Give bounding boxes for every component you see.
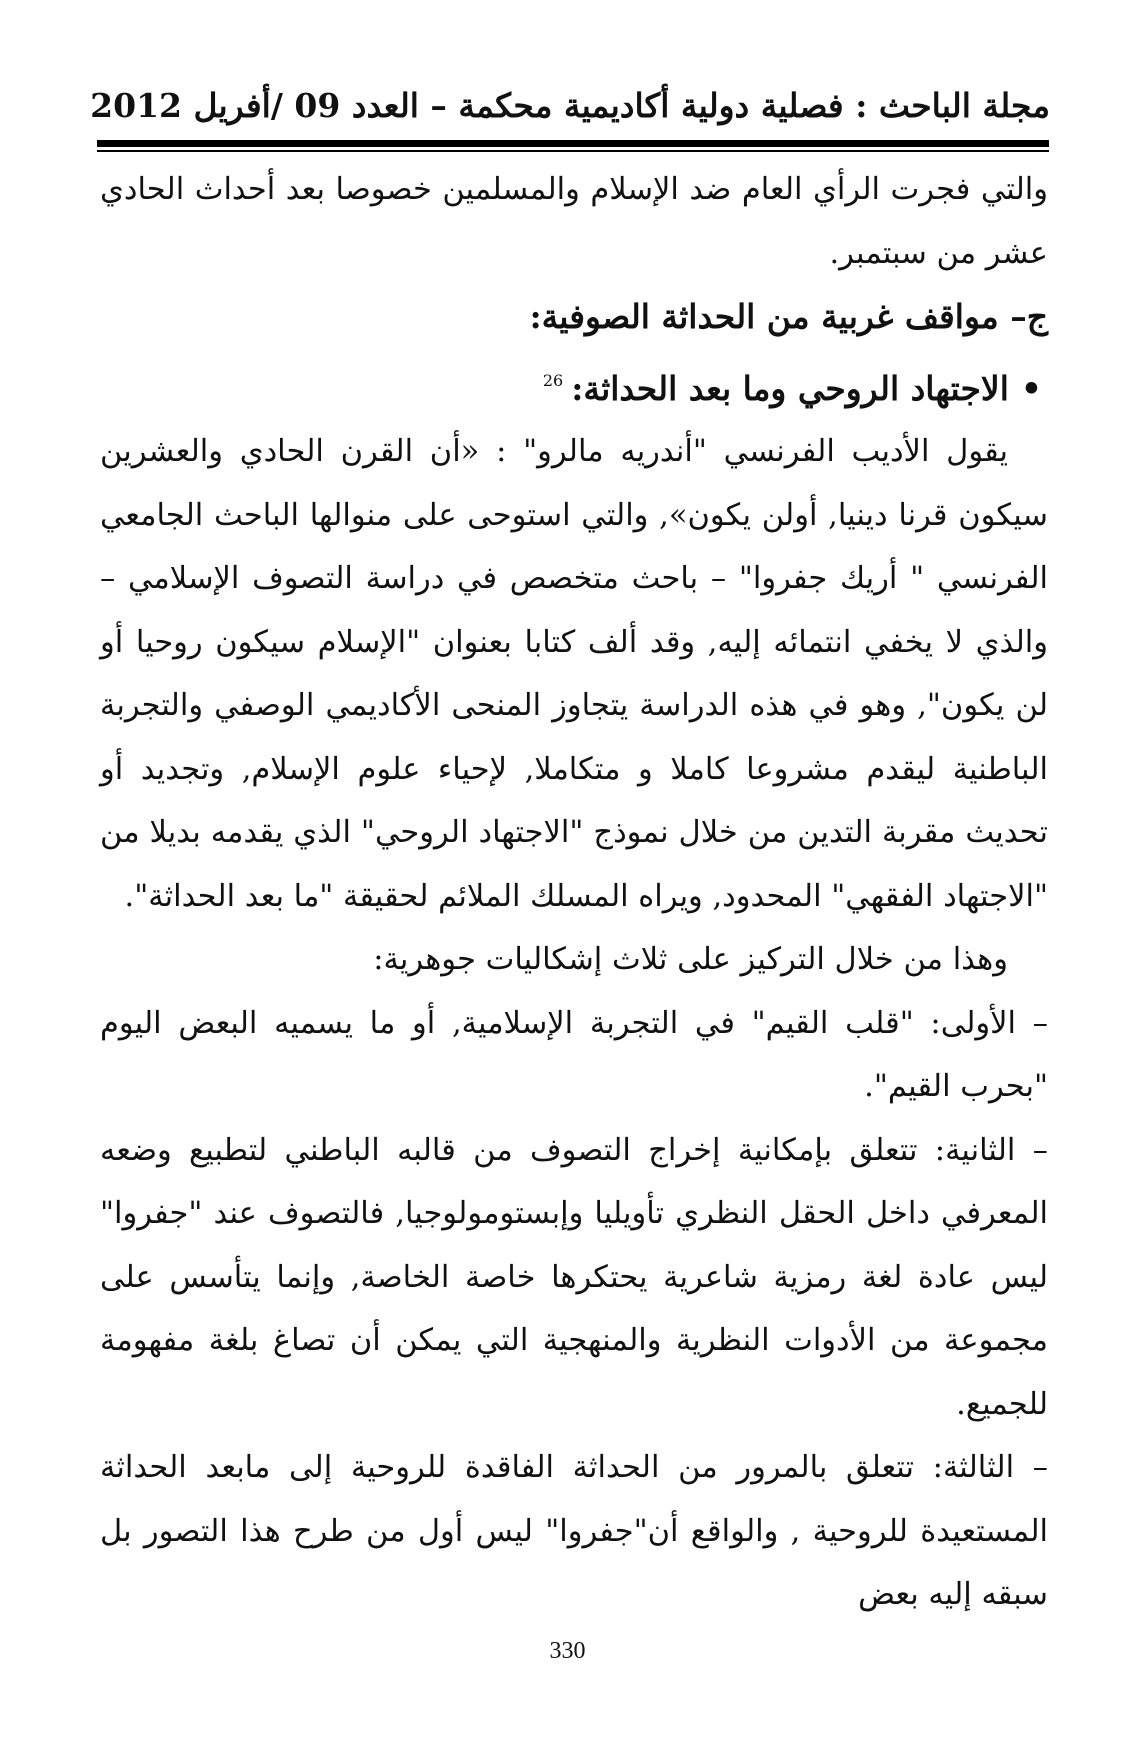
paragraph-third-issue: – الثالثة: تتعلق بالمرور من الحداثة الفاقدة للروحية إلى مابعد الحداثة المستعيدة للروحية , والواقع أن"جفروا" ليس أول من طرح هذا التصور بل سبقه إليه بعض: [100, 1450, 1048, 1612]
paragraph-malraux: يقول الأديب الفرنسي "أندريه مالرو" : «أن القرن الحادي والعشرين سيكون قرنا دينيا, أولن يكون», والتي استوحى على منوالها الباحث الجامعي الفرنسي " أريك جفروا" – باحث متخصص في دراسة التصوف الإسلامي – والذي لا يخفي انتمائه إليه, وقد ألف كتابا بعنوان "الإسلام سيكون روحيا أو لن يكون", وهو في هذه الدراسة يتجاوز المنحى الأكاديمي الوصفي والتجربة الباطنية ليقدم مشروعا كاملا و متكاملا, لإحياء علوم الإسلام, وتجديد أو تحديث مقربة التدين من خلال نموذج "الاجتهاد الروحي" الذي يقدمه بديلا من "الاجتهاد الفقهي" المحدود, ويراه المسلك الملائم لحقيقة "ما بعد الحداثة".: [100, 434, 1048, 914]
paragraph-first-issue: – الأولى: "قلب القيم" في التجربة الإسلامية, أو ما يسميه البعض اليوم "بحرب القيم".: [100, 1005, 1048, 1104]
bullet-icon: •: [1020, 368, 1042, 408]
header-rule-thin: [97, 150, 1049, 152]
section-heading: ج– مواقف غربية من الحداثة الصوفية:: [529, 297, 1048, 336]
bullet-heading: [100, 349, 1048, 421]
paragraph-issues-intro: وهذا من خلال التركيز على ثلاث إشكاليات جوهرية:: [373, 942, 1008, 977]
journal-header-title: مجلة الباحث : فصلية دولية أكاديمية محكمة – العدد 09 /أفريل 2012: [90, 86, 1050, 125]
article-body: [100, 158, 1048, 1627]
header-rule-thick: [97, 140, 1049, 147]
footnote-reference: 26: [542, 370, 564, 390]
bullet-heading-text: الاجتهاد الروحي وما بعد الحداثة:: [571, 368, 1009, 408]
page-number: 330: [549, 1638, 586, 1664]
paragraph-second-issue: – الثانية: تتعلق بإمكانية إخراج التصوف من قالبه الباطني لتطبيع وضعه المعرفي داخل الحقل النظري تأويليا وإبستومولوجيا, فالتصوف عند "جفروا" ليس عادة لغة رمزية شاعرية يحتكرها خاصة الخاصة, وإنما يتأسس على مجموعة من الأدوات النظرية والمنهجية التي يمكن أن تصاغ بلغة مفهومة للجميع.: [100, 1132, 1048, 1422]
paragraph-continuation: والتي فجرت الرأي العام ضد الإسلام والمسلمين خصوصا بعد أحداث الحادي عشر من سبتمبر.: [100, 172, 1048, 271]
